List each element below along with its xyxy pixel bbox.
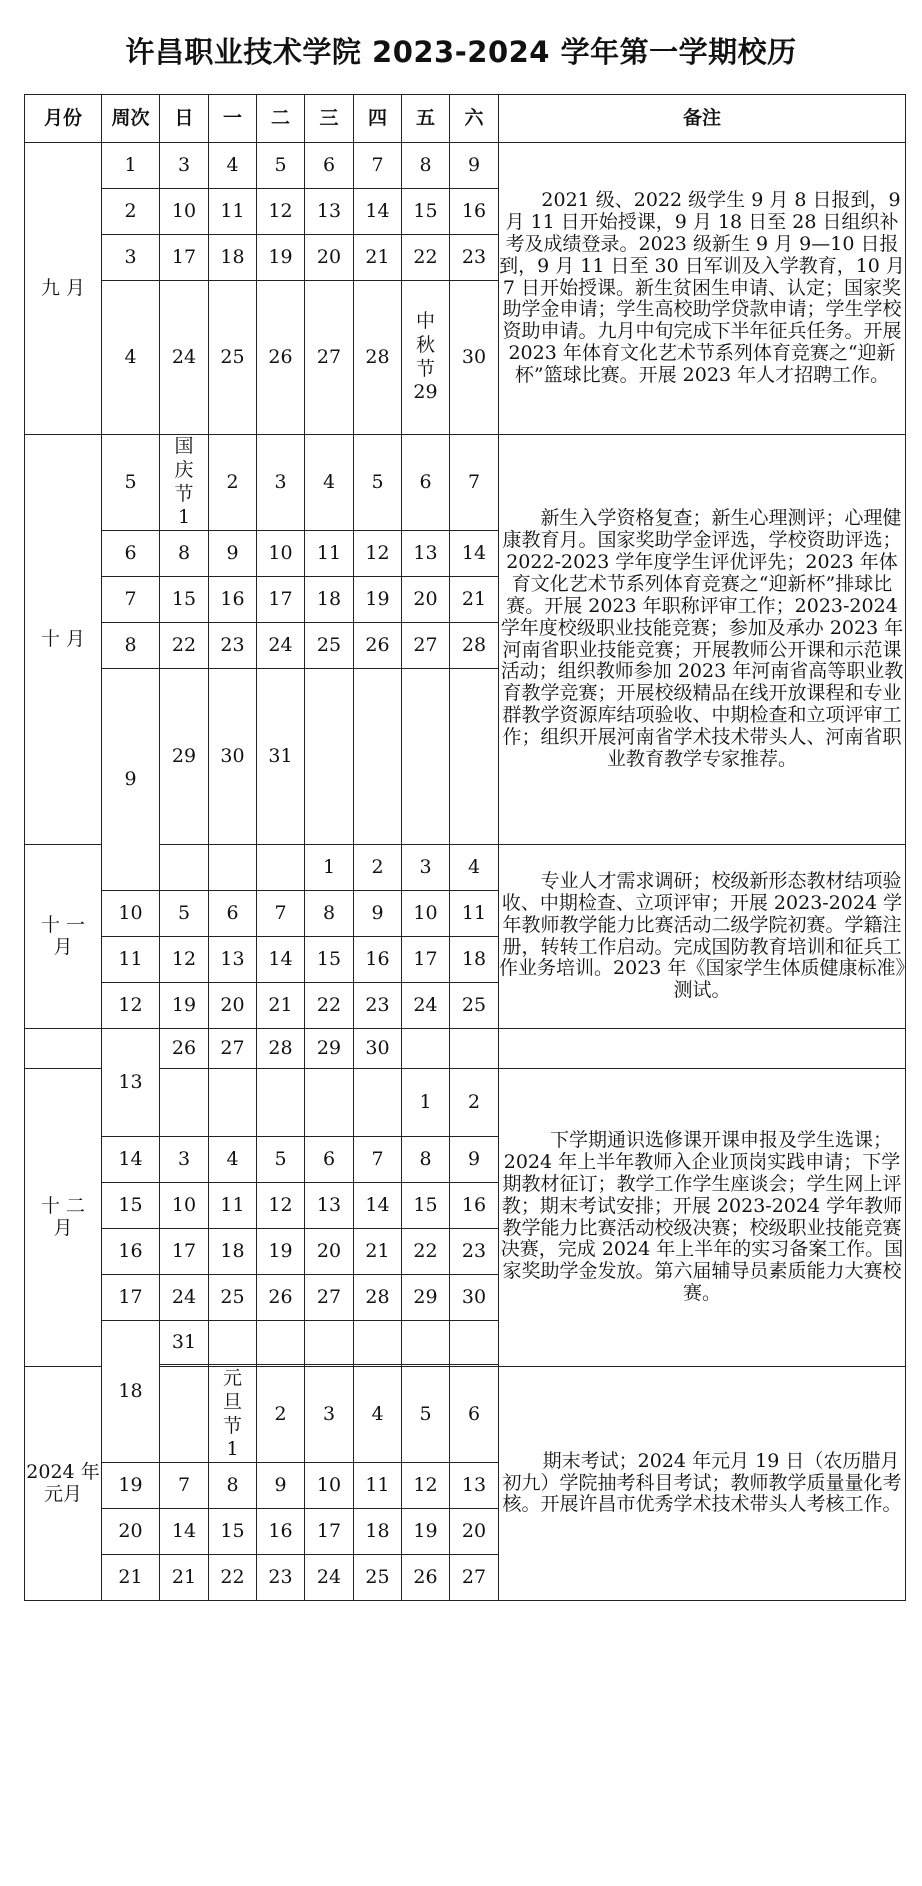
day-cell xyxy=(160,1069,209,1137)
day-cell: 4 xyxy=(354,1367,402,1463)
day-cell: 14 xyxy=(354,1183,402,1229)
day-cell: 19 xyxy=(354,577,402,623)
month-january: 2024 年 元月 xyxy=(25,1367,102,1601)
day-cell: 20 xyxy=(209,983,257,1029)
notes-november: 专业人才需求调研；校级新形态教材结项验收、中期检查、立项评审；开展 2023-2024 学年教师教学能力比赛活动二级学院初赛。学籍注册，转转工作启动。完成国防教育培训和征兵工作业务培训。2023 年《国家学生体质健康标准》测试。 xyxy=(499,845,906,1029)
day-cell xyxy=(209,1321,257,1365)
week-number: 10 xyxy=(102,891,160,937)
header-week: 周次 xyxy=(102,95,160,143)
day-cell: 2 xyxy=(257,1367,305,1463)
week-number: 16 xyxy=(102,1229,160,1275)
week-number: 5 xyxy=(102,435,160,531)
day-cell: 9 xyxy=(354,891,402,937)
day-cell: 11 xyxy=(450,891,499,937)
day-cell: 7 xyxy=(354,1137,402,1183)
day-cell: 27 xyxy=(305,1275,354,1321)
day-cell: 17 xyxy=(305,1509,354,1555)
day-cell: 28 xyxy=(354,1275,402,1321)
day-cell: 25 xyxy=(209,281,257,435)
day-cell: 26 xyxy=(354,623,402,669)
notes-empty xyxy=(499,1029,906,1069)
day-cell: 10 xyxy=(257,531,305,577)
day-cell xyxy=(402,1029,450,1069)
day-cell xyxy=(160,1367,209,1463)
day-cell: 22 xyxy=(209,1555,257,1601)
day-cell xyxy=(354,1069,402,1137)
week-number: 12 xyxy=(102,983,160,1029)
day-cell xyxy=(402,1321,450,1365)
week-number: 7 xyxy=(102,577,160,623)
day-cell: 5 xyxy=(257,1137,305,1183)
week-number: 6 xyxy=(102,531,160,577)
day-cell: 8 xyxy=(402,1137,450,1183)
day-cell: 27 xyxy=(402,623,450,669)
notes-october: 新生入学资格复查；新生心理测评；心理健康教育月。国家奖助学金评选，学校资助评选；2022-2023 学年度学生评优评先；2023 年体育文化艺术节系列体育竞赛之“迎新杯”排球比赛。开展 2023 年职称评审工作；2023-2024 学年度校级职业技能竞赛；参加及承办 2023 年河南省职业技能竞赛；开展教师公开课和示范课活动；组织教师参加 2023 年河南省高等职业教育教学竞赛；开展校级精品在线开放课程和专业群教学资源库结项验收、中期检查和立项评审工作；组织开展河南省学术技术带头人、河南省职业教育教学专家推荐。 xyxy=(499,435,906,845)
day-cell: 2 xyxy=(209,435,257,531)
day-cell: 29 xyxy=(160,669,209,845)
day-cell: 18 xyxy=(450,937,499,983)
day-cell: 10 xyxy=(305,1463,354,1509)
day-cell: 6 xyxy=(305,1137,354,1183)
day-cell: 3 xyxy=(160,143,209,189)
day-cell: 24 xyxy=(402,983,450,1029)
day-cell xyxy=(450,1029,499,1069)
day-cell: 23 xyxy=(354,983,402,1029)
day-cell: 5 xyxy=(257,143,305,189)
day-cell: 17 xyxy=(257,577,305,623)
day-cell: 7 xyxy=(450,435,499,531)
day-cell: 10 xyxy=(402,891,450,937)
day-cell: 24 xyxy=(257,623,305,669)
day-cell: 13 xyxy=(305,189,354,235)
page-title: 许昌职业技术学院 2023-2024 学年第一学期校历 xyxy=(125,35,797,69)
day-cell: 16 xyxy=(257,1509,305,1555)
header-row xyxy=(25,95,906,143)
header-thu: 四 xyxy=(354,95,402,143)
day-cell: 16 xyxy=(450,1183,499,1229)
day-cell xyxy=(354,1321,402,1365)
day-cell: 13 xyxy=(209,937,257,983)
day-cell: 22 xyxy=(402,235,450,281)
day-cell: 18 xyxy=(209,1229,257,1275)
day-cell: 18 xyxy=(305,577,354,623)
day-cell: 19 xyxy=(402,1509,450,1555)
header-wed: 三 xyxy=(305,95,354,143)
day-cell: 22 xyxy=(402,1229,450,1275)
day-cell: 3 xyxy=(305,1367,354,1463)
day-cell: 12 xyxy=(257,1183,305,1229)
day-cell xyxy=(402,669,450,845)
day-cell: 15 xyxy=(305,937,354,983)
holiday-new-year: 元 旦 节 1 xyxy=(209,1367,257,1463)
day-cell: 12 xyxy=(402,1463,450,1509)
day-cell: 11 xyxy=(209,189,257,235)
week-number: 3 xyxy=(102,235,160,281)
header-month: 月份 xyxy=(25,95,102,143)
day-cell: 23 xyxy=(450,235,499,281)
day-cell: 11 xyxy=(354,1463,402,1509)
day-cell: 16 xyxy=(354,937,402,983)
day-cell: 21 xyxy=(257,983,305,1029)
day-cell xyxy=(354,669,402,845)
day-cell: 9 xyxy=(257,1463,305,1509)
day-cell: 25 xyxy=(354,1555,402,1601)
day-cell: 13 xyxy=(402,531,450,577)
day-cell: 7 xyxy=(160,1463,209,1509)
day-cell: 20 xyxy=(450,1509,499,1555)
week-number: 13 xyxy=(102,1029,160,1137)
week-number: 17 xyxy=(102,1275,160,1321)
month-december: 十 二 月 xyxy=(25,1069,102,1367)
day-cell: 21 xyxy=(450,577,499,623)
week-number: 15 xyxy=(102,1183,160,1229)
day-cell: 15 xyxy=(402,189,450,235)
day-cell: 12 xyxy=(160,937,209,983)
header-tue: 二 xyxy=(257,95,305,143)
day-cell: 5 xyxy=(402,1367,450,1463)
day-cell: 11 xyxy=(305,531,354,577)
day-cell: 6 xyxy=(209,891,257,937)
day-cell: 15 xyxy=(209,1509,257,1555)
notes-december: 下学期通识选修课开课申报及学生选课；2024 年上半年教师入企业顶岗实践申请；下学期教材征订；教学工作学生座谈会；学生网上评教；期末考试安排；开展 2023-2024 学年教师教学能力比赛活动校级决赛；校级职业技能竞赛决赛，完成 2024 年上半年的实习备案工作。国家奖助学金发放。第六届辅导员素质能力大赛校赛。 xyxy=(499,1069,906,1367)
week-number: 14 xyxy=(102,1137,160,1183)
day-cell: 13 xyxy=(450,1463,499,1509)
day-cell: 13 xyxy=(305,1183,354,1229)
day-cell: 4 xyxy=(450,845,499,891)
day-cell: 8 xyxy=(305,891,354,937)
day-cell: 25 xyxy=(209,1275,257,1321)
day-cell: 30 xyxy=(450,1275,499,1321)
day-cell: 14 xyxy=(354,189,402,235)
day-cell: 4 xyxy=(209,143,257,189)
week-row xyxy=(25,1029,906,1069)
day-cell: 17 xyxy=(160,235,209,281)
calendar-table xyxy=(24,94,906,1601)
day-cell: 20 xyxy=(305,235,354,281)
day-cell: 21 xyxy=(354,235,402,281)
header-sun: 日 xyxy=(160,95,209,143)
day-cell: 31 xyxy=(160,1321,209,1365)
day-cell: 4 xyxy=(305,435,354,531)
holiday-midautumn: 中 秋 节 29 xyxy=(402,281,450,435)
day-cell: 3 xyxy=(402,845,450,891)
week-number: 21 xyxy=(102,1555,160,1601)
week-number: 19 xyxy=(102,1463,160,1509)
day-cell xyxy=(450,669,499,845)
day-cell: 25 xyxy=(450,983,499,1029)
day-cell: 14 xyxy=(257,937,305,983)
day-cell: 23 xyxy=(209,623,257,669)
day-cell: 2 xyxy=(450,1069,499,1137)
day-cell: 26 xyxy=(257,1275,305,1321)
header-fri: 五 xyxy=(402,95,450,143)
day-cell: 11 xyxy=(209,1183,257,1229)
day-cell: 30 xyxy=(450,281,499,435)
day-cell: 14 xyxy=(160,1509,209,1555)
day-cell: 12 xyxy=(354,531,402,577)
day-cell: 18 xyxy=(209,235,257,281)
day-cell: 28 xyxy=(450,623,499,669)
day-cell: 21 xyxy=(354,1229,402,1275)
day-cell: 8 xyxy=(160,531,209,577)
day-cell: 21 xyxy=(160,1555,209,1601)
header-mon: 一 xyxy=(209,95,257,143)
week-number: 20 xyxy=(102,1509,160,1555)
day-cell: 6 xyxy=(450,1367,499,1463)
day-cell: 8 xyxy=(209,1463,257,1509)
week-number: 9 xyxy=(102,669,160,891)
day-cell: 3 xyxy=(160,1137,209,1183)
week-row xyxy=(25,435,906,531)
day-cell: 3 xyxy=(257,435,305,531)
day-cell xyxy=(257,1069,305,1137)
day-cell: 30 xyxy=(209,669,257,845)
header-sat: 六 xyxy=(450,95,499,143)
week-row xyxy=(25,143,906,189)
day-cell: 19 xyxy=(160,983,209,1029)
holiday-national-day: 国 庆 节 1 xyxy=(160,435,209,531)
month-november: 十 一 月 xyxy=(25,845,102,1029)
header-notes: 备注 xyxy=(499,95,906,143)
day-cell: 5 xyxy=(354,435,402,531)
day-cell xyxy=(305,1321,354,1365)
day-cell: 5 xyxy=(160,891,209,937)
day-cell: 23 xyxy=(257,1555,305,1601)
week-number: 18 xyxy=(102,1321,160,1463)
day-cell: 26 xyxy=(257,281,305,435)
day-cell: 27 xyxy=(305,281,354,435)
day-cell xyxy=(305,669,354,845)
day-cell: 17 xyxy=(160,1229,209,1275)
week-number: 11 xyxy=(102,937,160,983)
day-cell: 23 xyxy=(450,1229,499,1275)
day-cell: 15 xyxy=(160,577,209,623)
notes-january: 期末考试；2024 年元月 19 日（农历腊月初九）学院抽考科目考试；教师教学质量量化考核。开展许昌市优秀学术技术带头人考核工作。 xyxy=(499,1367,906,1601)
day-cell: 18 xyxy=(354,1509,402,1555)
day-cell: 7 xyxy=(257,891,305,937)
day-cell: 22 xyxy=(160,623,209,669)
day-cell: 6 xyxy=(402,435,450,531)
day-cell: 1 xyxy=(305,845,354,891)
month-september: 九 月 xyxy=(25,143,102,435)
day-cell: 27 xyxy=(209,1029,257,1069)
month-cell-empty xyxy=(25,1029,102,1069)
month-october: 十 月 xyxy=(25,435,102,845)
day-cell: 10 xyxy=(160,189,209,235)
day-cell: 16 xyxy=(450,189,499,235)
day-cell: 1 xyxy=(402,1069,450,1137)
day-cell: 19 xyxy=(257,1229,305,1275)
day-cell: 24 xyxy=(305,1555,354,1601)
week-number: 1 xyxy=(102,143,160,189)
day-cell: 16 xyxy=(209,577,257,623)
day-cell: 30 xyxy=(354,1029,402,1069)
week-number: 2 xyxy=(102,189,160,235)
day-cell: 20 xyxy=(402,577,450,623)
day-cell xyxy=(160,845,209,891)
day-cell: 9 xyxy=(450,143,499,189)
day-cell: 27 xyxy=(450,1555,499,1601)
day-cell: 8 xyxy=(402,143,450,189)
day-cell: 26 xyxy=(160,1029,209,1069)
day-cell: 22 xyxy=(305,983,354,1029)
day-cell: 17 xyxy=(402,937,450,983)
day-cell: 29 xyxy=(402,1275,450,1321)
week-number: 8 xyxy=(102,623,160,669)
day-cell xyxy=(209,845,257,891)
day-cell: 10 xyxy=(160,1183,209,1229)
day-cell: 2 xyxy=(354,845,402,891)
day-cell xyxy=(257,1321,305,1365)
day-cell xyxy=(257,845,305,891)
day-cell: 14 xyxy=(450,531,499,577)
day-cell xyxy=(209,1069,257,1137)
day-cell: 28 xyxy=(354,281,402,435)
day-cell: 25 xyxy=(305,623,354,669)
day-cell: 24 xyxy=(160,1275,209,1321)
day-cell: 6 xyxy=(305,143,354,189)
week-number: 4 xyxy=(102,281,160,435)
day-cell: 9 xyxy=(209,531,257,577)
day-cell xyxy=(450,1321,499,1365)
day-cell: 28 xyxy=(257,1029,305,1069)
day-cell: 9 xyxy=(450,1137,499,1183)
day-cell: 7 xyxy=(354,143,402,189)
day-cell: 12 xyxy=(257,189,305,235)
day-cell: 31 xyxy=(257,669,305,845)
day-cell: 24 xyxy=(160,281,209,435)
day-cell: 15 xyxy=(402,1183,450,1229)
day-cell: 20 xyxy=(305,1229,354,1275)
day-cell: 19 xyxy=(257,235,305,281)
day-cell: 29 xyxy=(305,1029,354,1069)
notes-september: 2021 级、2022 级学生 9 月 8 日报到，9 月 11 日开始授课，9 月 18 日至 28 日组织补考及成绩登录。2023 级新生 9 月 9—10 日报到，9 月 11 日至 30 日军训及入学教育，10 月 7 日开始授课。新生贫困生申请、认定；国家奖助学金申请；学生高校助学贷款申请；学生学校资助申请。九月中旬完成下半年征兵任务。开展 2023 年体育文化艺术节系列体育竞赛之“迎新杯”篮球比赛。开展 2023 年人才招聘工作。 xyxy=(499,143,906,435)
day-cell: 26 xyxy=(402,1555,450,1601)
day-cell xyxy=(305,1069,354,1137)
day-cell: 4 xyxy=(209,1137,257,1183)
